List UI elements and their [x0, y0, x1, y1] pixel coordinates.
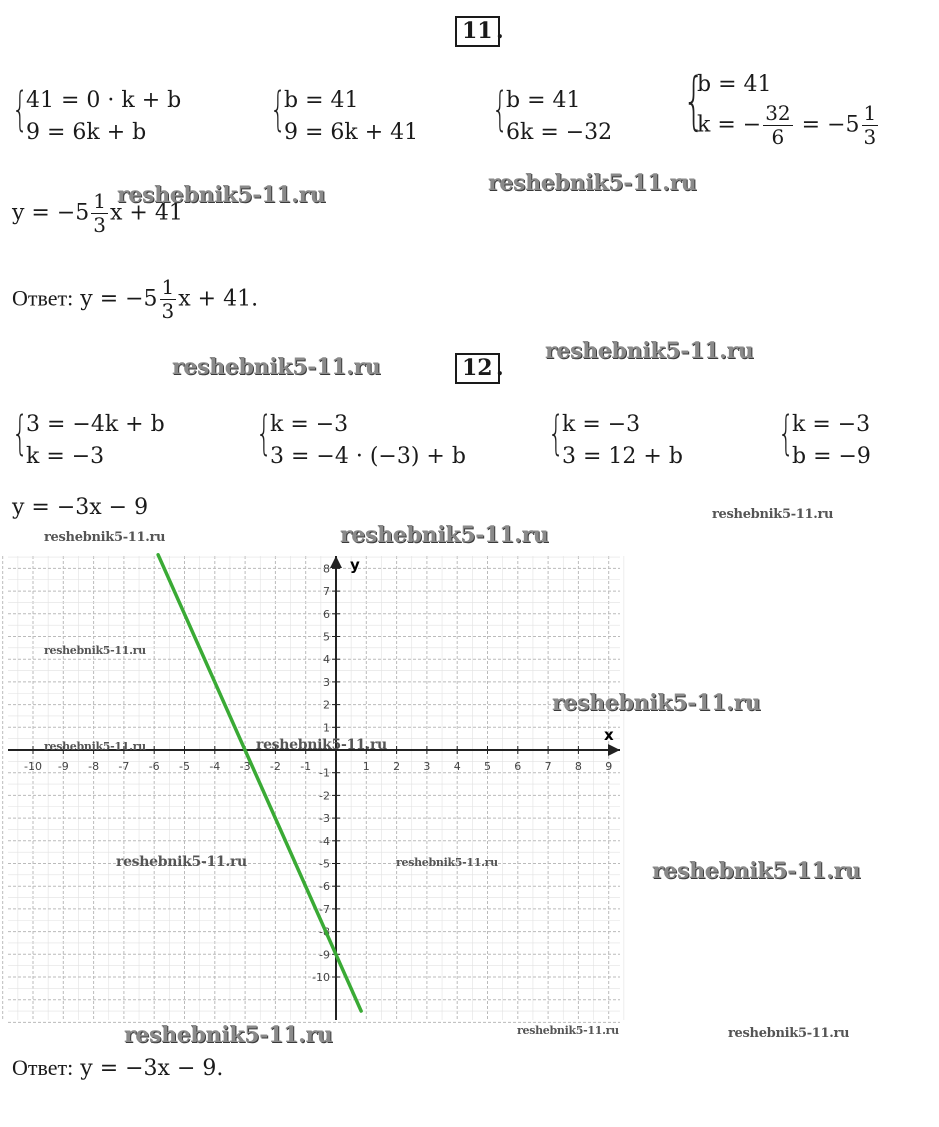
y-tick-label: 7: [323, 585, 330, 599]
watermark: reshebnik5-11.ru: [44, 644, 146, 657]
p11-system-2-line2: 9 = 6k + 41: [284, 120, 419, 145]
watermark: reshebnik5-11.ru: [340, 522, 549, 548]
x-tick-label: 4: [453, 760, 461, 773]
y-axis-arrow-icon: [330, 556, 342, 568]
x-tick-label: 3: [423, 760, 431, 773]
problem-11-number: 11: [455, 16, 500, 47]
x-tick-label: -6: [148, 760, 160, 773]
p11-answer-pre: y = −5: [80, 286, 158, 312]
y-tick-label: 8: [323, 562, 330, 576]
x-tick-label: -4: [209, 760, 221, 773]
x-tick-label: -9: [57, 760, 69, 773]
answer-label: Ответ:: [12, 1055, 74, 1080]
x-tick-label: -5: [179, 760, 190, 773]
y-tick-label: -9: [319, 948, 330, 962]
y-tick-label: -2: [319, 789, 330, 803]
x-tick-label: -3: [239, 760, 251, 773]
x-tick-label: -1: [300, 760, 312, 773]
y-tick-label: -10: [312, 971, 330, 984]
p12-system-2-line1: k = −3: [270, 412, 349, 437]
p11-system-3-line2: 6k = −32: [506, 120, 613, 145]
fraction-denominator: 3: [93, 213, 107, 237]
y-tick-label: -8: [319, 925, 330, 939]
p11-system-3-line1: b = 41: [506, 88, 581, 113]
p12-system-3-line1: k = −3: [562, 412, 641, 437]
watermark: reshebnik5-11.ru: [117, 182, 326, 208]
watermark: reshebnik5-11.ru: [712, 507, 834, 522]
p12-system-2: { k = −3 3 = −4 · (−3) + b: [256, 406, 466, 469]
fraction-numerator: 1: [161, 275, 175, 299]
fraction-numerator: 32: [765, 101, 791, 125]
series-layer: [158, 555, 361, 1011]
y-tick-label: 6: [323, 607, 330, 621]
p11-system-1-line1: 41 = 0 · k + b: [26, 88, 182, 113]
problem-12-dot: .: [496, 355, 504, 381]
fraction-denominator: 3: [161, 299, 175, 323]
p12-system-3: { k = −3 3 = 12 + b: [548, 406, 683, 469]
x-tick-label: -10: [24, 760, 42, 773]
fraction-denominator: 6: [771, 125, 785, 149]
y-tick-label: -7: [319, 902, 330, 916]
p11-system-2-line1: b = 41: [284, 88, 359, 113]
p11-eq-pre: y = −5: [12, 200, 90, 226]
p11-system-1: { 41 = 0 · k + b 9 = 6k + b: [12, 82, 182, 145]
p11-eq-post: x + 41: [110, 200, 183, 226]
fraction-numerator: 1: [863, 101, 877, 125]
p11-system-3: { b = 41 6k = −32: [492, 82, 613, 145]
p11-system-4-k-lhs: k = −: [697, 112, 762, 138]
answer-label: Ответ:: [12, 285, 74, 311]
x-tick-label: 9: [605, 760, 613, 773]
p12-system-1-line1: 3 = −4k + b: [26, 412, 165, 437]
axes: [8, 556, 620, 1020]
y-tick-label: 1: [323, 721, 330, 735]
y-tick-label: -6: [319, 880, 330, 894]
y-tick-label: -4: [319, 834, 330, 848]
watermark: reshebnik5-11.ru: [116, 854, 247, 870]
watermark: reshebnik5-11.ru: [124, 1022, 333, 1048]
p12-system-4-line1: k = −3: [792, 412, 871, 437]
coordinate-graph: [0, 548, 640, 1028]
y-tick-label: -5: [319, 857, 330, 871]
p12-system-3-line2: 3 = 12 + b: [562, 444, 683, 469]
p12-equation: y = −3x − 9: [12, 495, 149, 520]
p11-system-4-k-mid: = −5: [801, 112, 860, 138]
p11-system-1-line2: 9 = 6k + b: [26, 120, 147, 145]
p12-system-4-line2: b = −9: [792, 444, 871, 469]
x-tick-label: -8: [88, 760, 100, 773]
watermark: reshebnik5-11.ru: [396, 856, 498, 869]
x-tick-label: 7: [544, 760, 552, 773]
y-tick-label: -3: [319, 812, 330, 826]
y-tick-label: 4: [323, 653, 330, 667]
x-tick-label: 2: [393, 760, 401, 773]
p12-system-2-line2: 3 = −4 · (−3) + b: [270, 444, 466, 469]
y-tick-label: -1: [319, 766, 330, 780]
p11-fraction-1-3: [862, 102, 879, 149]
watermark: reshebnik5-11.ru: [488, 170, 697, 196]
fraction-numerator: 1: [93, 189, 107, 213]
p11-system-2: { b = 41 9 = 6k + 41: [270, 82, 419, 145]
watermark: reshebnik5-11.ru: [44, 740, 146, 753]
x-tick-label: 8: [574, 760, 582, 773]
tick-labels: [24, 562, 612, 984]
fraction-denominator: 3: [863, 125, 877, 149]
watermark: reshebnik5-11.ru: [256, 737, 387, 753]
p11-eq-fraction: [91, 190, 108, 237]
y-axis-label: y: [350, 556, 360, 574]
p11-answer-post: x + 41.: [178, 286, 259, 312]
line-y-equals-minus-3x-minus-9: [158, 555, 361, 1011]
p12-answer-expr: y = −3x − 9.: [80, 1056, 224, 1081]
x-tick-label: 6: [514, 760, 522, 773]
y-tick-label: 2: [323, 698, 330, 712]
watermark: reshebnik5-11.ru: [552, 690, 761, 716]
p11-answer: [12, 276, 258, 323]
p12-answer: [12, 1055, 223, 1081]
p12-system-1-line2: k = −3: [26, 444, 105, 469]
watermark: reshebnik5-11.ru: [172, 354, 381, 380]
problem-12-number: 12: [455, 353, 500, 384]
p11-system-4: { b = 41 k = − $\frac{32}{6}$ = −5 $\frac{1}{3}$: [683, 72, 913, 162]
x-tick-label: -7: [118, 760, 130, 773]
y-tick-label: 5: [323, 630, 330, 644]
p11-fraction-32-6: [763, 102, 792, 149]
problem-11-dot: .: [496, 18, 504, 44]
watermark: reshebnik5-11.ru: [728, 1026, 850, 1041]
x-axis-arrow-icon: [608, 744, 620, 756]
watermark: reshebnik5-11.ru: [517, 1024, 619, 1037]
x-tick-label: 5: [484, 760, 491, 773]
x-tick-label: 1: [362, 760, 370, 773]
watermark: reshebnik5-11.ru: [652, 858, 861, 884]
y-tick-label: 3: [323, 675, 330, 689]
p11-answer-fraction: [160, 276, 177, 323]
p12-system-4: { k = −3 b = −9: [778, 406, 871, 469]
x-tick-label: -2: [269, 760, 281, 773]
x-axis-label: x: [604, 726, 614, 744]
p11-system-4-line1: b = 41: [697, 72, 772, 97]
watermark: reshebnik5-11.ru: [545, 338, 754, 364]
grid: [3, 548, 624, 1022]
p12-system-1: { 3 = −4k + b k = −3: [12, 406, 165, 469]
p11-system-4-line2: [697, 102, 880, 149]
watermark: reshebnik5-11.ru: [44, 530, 166, 545]
